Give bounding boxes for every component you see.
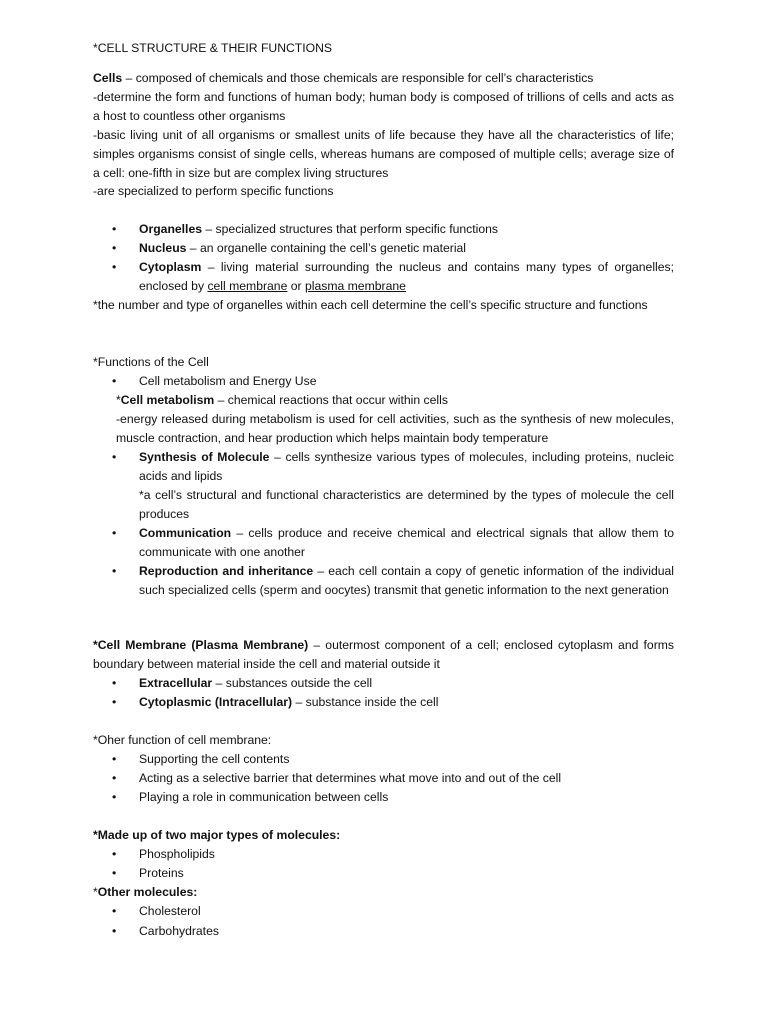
cells-definition: – composed of chemicals and those chemicals are responsible for cell’s characteristics <box>122 71 594 85</box>
bullet-synthesis <box>112 448 674 486</box>
def-reproduction: – each cell contain a copy of genetic information of the individual such specialized cells (sperm and oocytes) transmit that genetic information to the next generation <box>139 564 674 597</box>
supporting-text: Supporting the cell contents <box>139 752 290 766</box>
bullet-dot: • <box>112 260 117 274</box>
bullet-dot: • <box>112 790 117 804</box>
barrier-text: Acting as a selective barrier that determines what move into and out of the cell <box>139 771 562 785</box>
cells-term: Cells <box>93 71 123 85</box>
membrane-definition <box>93 636 674 674</box>
term-intracellular: Cytoplasmic (Intracellular) <box>139 695 293 709</box>
other-molecules-heading-text: Other molecules: <box>97 885 198 899</box>
document-title: *CELL STRUCTURE & THEIR FUNCTIONS <box>93 41 333 55</box>
metabolism-definition <box>116 391 674 410</box>
bullet-cytoplasm <box>112 258 674 296</box>
intro-cells-line <box>93 69 674 88</box>
def-synthesis: – cells synthesize various types of molecules, including proteins, nucleic acids and lipids <box>139 450 674 483</box>
metabolism-energy-text: Cell metabolism and Energy Use <box>139 374 317 388</box>
bullet-phospholipids <box>112 845 674 864</box>
bullet-dot: • <box>112 695 117 709</box>
def-intracellular: – substance inside the cell <box>292 695 439 709</box>
bullet-carbohydrates <box>112 922 674 941</box>
def-cell-membrane: – outermost component of a cell; enclosed cytoplasm and forms boundary between material inside the cell and material outside it <box>93 638 675 671</box>
bullet-dot: • <box>112 374 117 388</box>
bullet-nucleus <box>112 239 674 258</box>
intro-line-2: -determine the form and functions of human body; human body is composed of trillions of cells and acts as a host to countless other organisms <box>93 90 674 123</box>
carbohydrates-text: Carbohydrates <box>139 924 219 938</box>
bullet-intracellular <box>112 693 674 712</box>
bullet-organelles <box>112 220 674 239</box>
bullet-barrier <box>112 769 674 788</box>
functions-heading: *Functions of the Cell <box>93 355 209 369</box>
def-organelles: – specialized structures that perform specific functions <box>202 222 499 236</box>
term-cell-metabolism: Cell metabolism <box>120 393 215 407</box>
other-molecules-star: * <box>93 885 98 899</box>
term-cytoplasm: Cytoplasm <box>139 260 202 274</box>
bullet-dot: • <box>112 752 117 766</box>
energy-note: -energy released during metabolism is used for cell activities, such as the synthesis of new molecules, muscle contraction, and hear production which helps maintain body temperature <box>116 412 674 445</box>
def-extracellular: – substances outside the cell <box>212 676 373 690</box>
term-extracellular: Extracellular <box>139 676 213 690</box>
def-nucleus: – an organelle containing the cell’s genetic material <box>186 241 467 255</box>
bullet-communication-role <box>112 788 674 807</box>
term-synthesis: Synthesis of Molecule <box>139 450 270 464</box>
term-plasma-membrane: plasma membrane <box>304 279 406 293</box>
bullet-dot: • <box>112 847 117 861</box>
bullet-dot: • <box>112 222 117 236</box>
proteins-text: Proteins <box>139 866 184 880</box>
intro-line-4: -are specialized to perform specific functions <box>93 184 334 198</box>
bullet-dot: • <box>112 450 117 464</box>
bullet-cholesterol <box>112 902 674 921</box>
bullet-dot: • <box>112 924 117 938</box>
organelle-note: *the number and type of organelles within each cell determine the cell’s specific structure and functions <box>93 298 648 312</box>
term-communication: Communication <box>139 526 232 540</box>
bullet-dot: • <box>112 676 117 690</box>
bullet-supporting <box>112 750 674 769</box>
cholesterol-text: Cholesterol <box>139 904 201 918</box>
bullet-proteins <box>112 864 674 883</box>
synthesis-note: *a cell’s structural and functional characteristics are determined by the types of molecule the cell produces <box>139 488 674 521</box>
bullet-dot: • <box>112 904 117 918</box>
term-organelles: Organelles <box>139 222 202 236</box>
molecules-heading <box>93 826 674 845</box>
term-reproduction: Reproduction and inheritance <box>139 564 314 578</box>
bullet-dot: • <box>112 564 117 578</box>
bullet-communication <box>112 524 674 562</box>
bullet-dot: • <box>112 771 117 785</box>
bullet-extracellular <box>112 674 674 693</box>
metabolism-star: * <box>116 393 121 407</box>
term-nucleus: Nucleus <box>139 241 187 255</box>
phospholipids-text: Phospholipids <box>139 847 215 861</box>
communication-role-text: Playing a role in communication between cells <box>139 790 389 804</box>
molecules-heading-text: *Made up of two major types of molecules: <box>93 828 341 842</box>
def-communication: – cells produce and receive chemical and electrical signals that allow them to communicate with one another <box>139 526 674 559</box>
bullet-dot: • <box>112 241 117 255</box>
def-cell-metabolism: – chemical reactions that occur within cells <box>214 393 448 407</box>
intro-line-3: -basic living unit of all organisms or smallest units of life because they have all the characteristics of life; simples organisms consist of single cells, whereas humans are composed of multiple cells; average size of a cell: one-fifth in size but are complex living structures <box>93 128 674 180</box>
other-molecules-heading <box>93 883 674 902</box>
other-functions-heading: *Oher function of cell membrane: <box>93 733 272 747</box>
def-cytoplasm: – living material surrounding the nucleus and contains many types of organelles; enclosed by <box>139 260 674 293</box>
bullet-reproduction <box>112 562 674 600</box>
term-cell-membrane-heading: *Cell Membrane (Plasma Membrane) <box>93 638 309 652</box>
term-cell-membrane: cell membrane <box>207 279 288 293</box>
def-cytoplasm-or: or <box>287 279 305 293</box>
bullet-metabolism-energy <box>112 372 674 391</box>
bullet-dot: • <box>112 866 117 880</box>
bullet-dot: • <box>112 526 117 540</box>
